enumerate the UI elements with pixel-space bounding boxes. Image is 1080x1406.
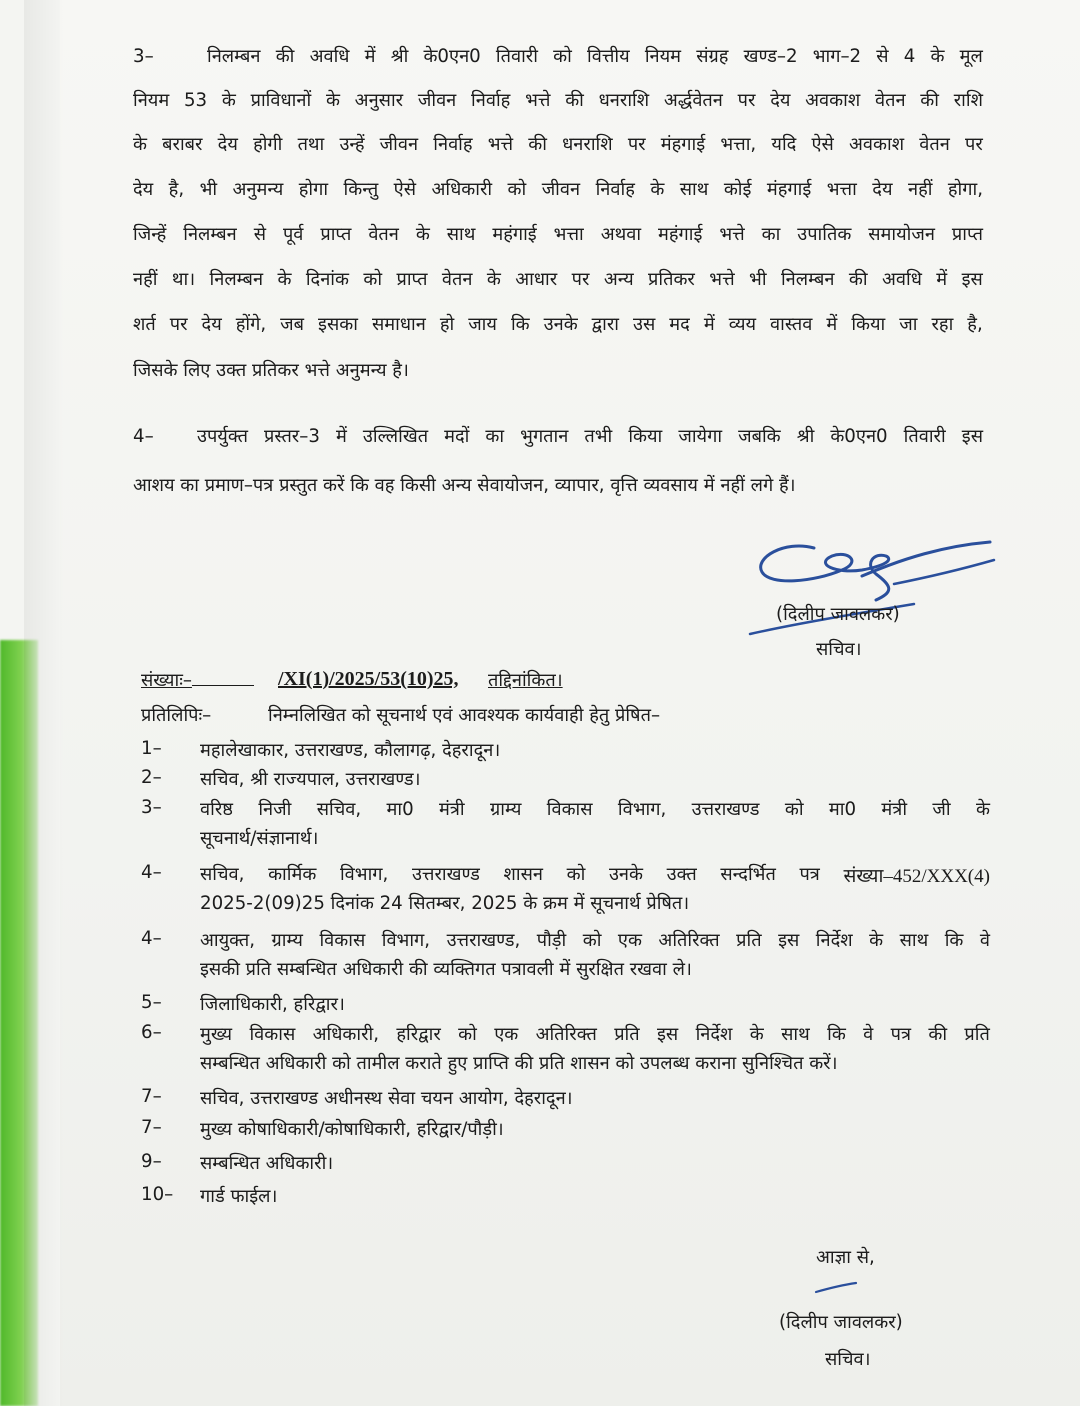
by-order-text: आज्ञा से, (816, 1247, 875, 1268)
paragraph-3-line: नियम 53 के प्राविधानों के अनुसार जीवन निर्वाह भत्ते की धनराशि अर्द्धवेतन पर देय अवकाश वेतन की राशि (133, 90, 983, 111)
paragraph-3-line: नहीं था। निलम्बन के दिनांक को प्राप्त वेतन के आधार पर अन्य प्रतिकर भत्ते भी निलम्बन की अवधि में इस (133, 269, 983, 290)
paragraph-3-line: निलम्बन की अवधि में श्री के0एन0 तिवारी को वित्तीय नियम संग्रह खण्ड–2 भाग–2 से 4 के मूल (207, 46, 983, 67)
reference-number: /XI(1)/2025/53(10)25, (278, 668, 459, 690)
reference-label: संख्याः– (141, 668, 254, 692)
paragraph-4-line: उपर्युक्त प्रस्तर–3 में उल्लिखित मदों का भुगतान तभी किया जायेगा जबकि श्री के0एन0 तिवारी इस (197, 426, 983, 447)
signatory-designation: सचिव। (816, 639, 862, 660)
signature-mark (744, 530, 1004, 670)
paragraph-4-last-line: आशय का प्रमाण–पत्र प्रस्तुत करें कि वह किसी अन्य सेवायोजन, व्यापार, वृत्ति व्यवसाय में नहीं लगे हैं। (133, 475, 796, 496)
paragraph-3-line: जिन्हें निलम्बन से पूर्व प्राप्त वेतन के साथ महंगाई भत्ता अथवा महंगाई भत्ते का उपातिक समायोजन प्राप्त (133, 224, 983, 245)
closing-signatory-designation: सचिव। (825, 1349, 871, 1370)
paragraph-3-last-line: जिसके लिए उक्त प्रतिकर भत्ते अनुमन्य है। (133, 360, 409, 381)
paragraph-3-line: देय है, भी अनुमन्य होगा किन्तु ऐसे अधिकारी को जीवन निर्वाह के साथ कोई मंहगाई भत्ता देय नहीं होगा, (133, 179, 983, 200)
page-shadow (24, 0, 64, 1406)
copy-intro: निम्नलिखित को सूचनार्थ एवं आवश्यक कार्यवाही हेतु प्रेषित– (268, 705, 661, 726)
paragraph-4-number: 4– (133, 426, 154, 447)
initial-mark (812, 1280, 860, 1296)
closing-signatory-name: (दिलीप जावलकर) (779, 1312, 903, 1333)
paragraph-3-line: शर्त पर देय होंगे, जब इसका समाधान हो जाय कि उनके द्वारा उस मद में व्यय वास्तव में किया जा रहा है, (133, 314, 983, 335)
paragraph-3-number: 3– (133, 46, 154, 67)
paragraph-3-line: के बराबर देय होगी तथा उन्हें जीवन निर्वाह भत्ते की धनराशि पर मंहगाई भत्ता, यदि ऐसे अवकाश वेतन पर (133, 134, 983, 155)
reference-date: तद्दिनांकित। (488, 670, 563, 691)
signatory-name: (दिलीप जावलकर) (776, 604, 900, 625)
copy-label: प्रतिलिपिः– (141, 705, 212, 726)
